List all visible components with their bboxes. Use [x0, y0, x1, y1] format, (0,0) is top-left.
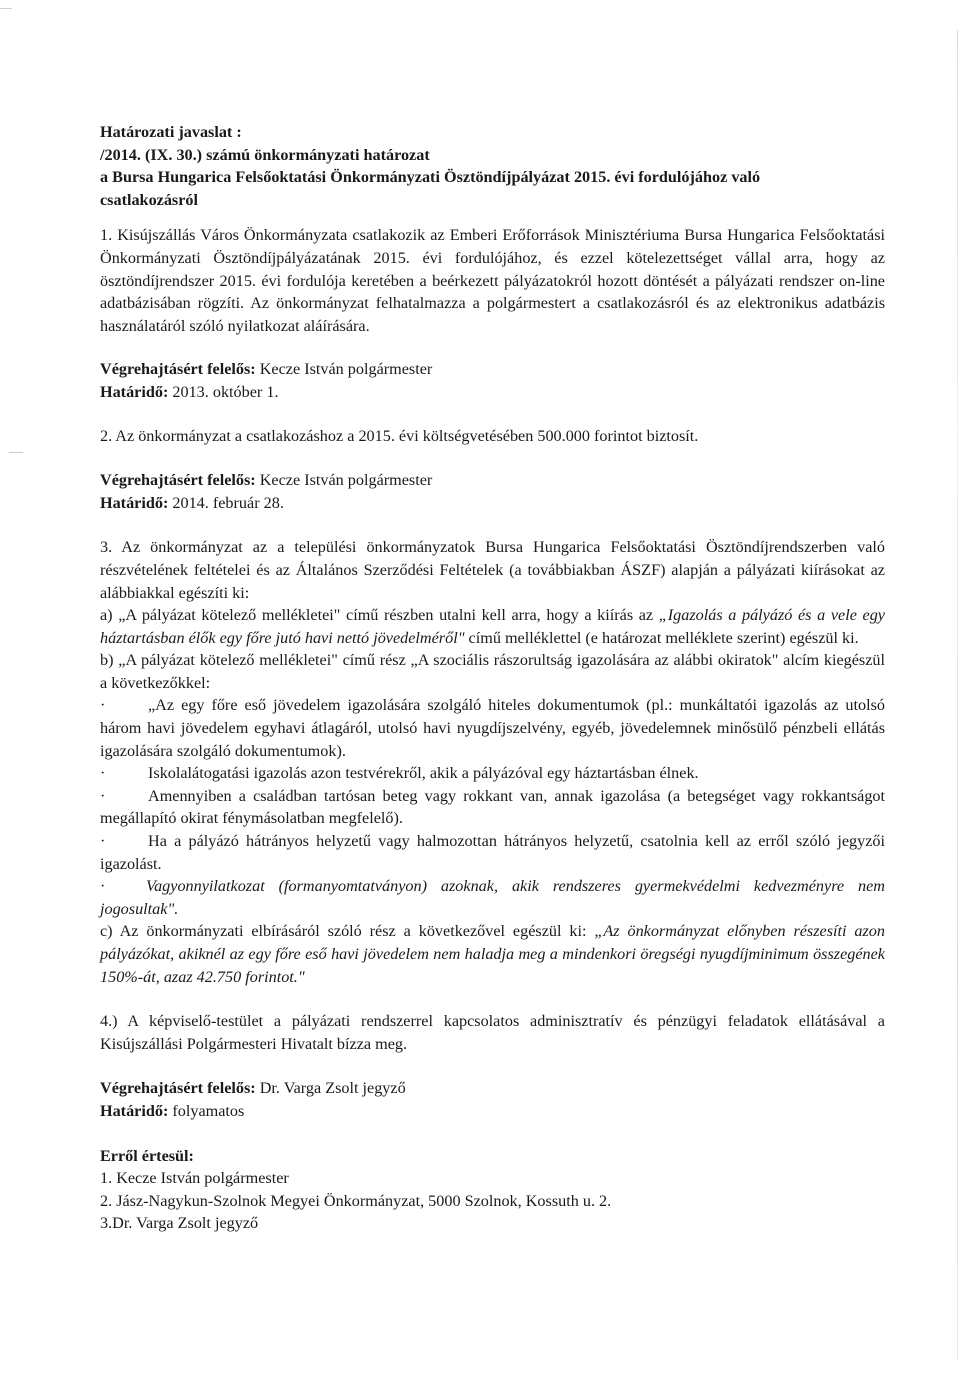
scan-edge-line: [957, 30, 958, 1360]
bullet-item: [100, 785, 885, 830]
point-c-text: c) Az önkormányzati elbírásáról szóló rész a következővel egészül ki:: [100, 922, 595, 941]
notify-item: 2. Jász-Nagykun-Szolnok Megyei Önkormányzat, 5000 Szolnok, Kossuth u. 2.: [100, 1191, 612, 1210]
scan-edge-mark: [0, 8, 12, 9]
bullet-dot-icon: ·: [100, 877, 106, 896]
scan-margin-mark: [9, 452, 23, 453]
bullet-dot-icon: ·: [100, 764, 106, 783]
notify-title: Erről értesül:: [100, 1146, 194, 1165]
section-3-point-c: [100, 920, 885, 988]
bullet-dot-icon: ·: [100, 696, 106, 715]
deadline-label: Határidő:: [100, 493, 169, 512]
bullet-text: Amennyiben a családban tartósan beteg vagy rokkant van, annak igazolása (a betegséget vagy rokkantságot megállapító okirat fénymásolatban megfelelő).: [100, 786, 885, 828]
responsible-label: Végrehajtásért felelős:: [100, 360, 256, 379]
bullet-item: [100, 694, 885, 762]
notify-item: 1. Kecze István polgármester: [100, 1169, 289, 1188]
point-c-italic: „Az önkormányzat előnyben részesíti azon pályázókat, akiknél az egy főre eső havi jövedelem nem haladja meg a mindenkori öregségi nyugdíjminimum összegének 150%-át, azaz 42.750 forintot.": [100, 922, 885, 986]
section-4-deadline: [100, 1100, 885, 1123]
responsible-value: Kecze István polgármester: [255, 360, 433, 379]
responsible-label: Végrehajtásért felelős:: [100, 471, 256, 490]
bullet-text: Ha a pályázó hátrányos helyzetű vagy halmozottan hátrányos helyzetű, csatolnia kell az erről szóló jegyzői igazolást.: [100, 832, 885, 873]
bullet-text: Iskolalátogatási igazolás azon testvérekről, akik a pályázóval egy háztartásban élnek.: [148, 764, 699, 783]
document-page: [100, 121, 885, 1235]
section-4-responsible: [100, 1077, 885, 1100]
header-line: a Bursa Hungarica Felsőoktatási Önkormányzati Ösztöndíjpályázat 2015. évi fordulójához való: [100, 168, 761, 187]
section-2-responsible: [100, 469, 885, 492]
section-4-text: 4.) A képviselő-testület a pályázati rendszerrel kapcsolatos adminisztratív és pénzügyi feladatok ellátásával a Kisújszállási Polgármesteri Hivatalt bízza meg.: [100, 1012, 885, 1053]
bullet-dot-icon: ·: [100, 786, 106, 805]
deadline-value: 2013. október 1.: [168, 382, 279, 401]
section-1-deadline: [100, 381, 885, 404]
section-3-point-b: b) „A pályázat kötelező mellékletei" című rész „A szociális rászorultság igazolására az alábbi okiratok" alcím kiegészül a következőkkel:: [100, 651, 885, 692]
header-line: /2014. (IX. 30.) számú önkormányzati határozat: [100, 145, 430, 164]
bullet-dot-icon: ·: [100, 832, 106, 851]
section-1-text: 1. Kisújszállás Város Önkormányzata csatlakozik az Emberi Erőforrások Minisztériuma Bursa Hungarica Felsőoktatási Önkormányzati Ösztöndíjpályázatának 2015. évi fordulójához, és ezzel kötelezettséget vállal arra, hogy az ösztöndíjrendszer 2015. évi fordulója keretében a beérkezett pályázatokról hozott döntését a pályázati rendszer on-line adatbázisában rögzíti. Az önkormányzat felhatalmazza a polgármestert a csatlakozásról és az elektronikus adatbázis használatáról szóló nyilatkozat aláírására.: [100, 226, 885, 335]
notify-item: 3.Dr. Varga Zsolt jegyző: [100, 1214, 259, 1233]
responsible-label: Végrehajtásért felelős:: [100, 1079, 256, 1098]
deadline-value: folyamatos: [168, 1101, 245, 1120]
responsible-value: Kecze István polgármester: [255, 471, 433, 490]
resolution-header: [100, 121, 885, 211]
responsible-value: Dr. Varga Zsolt jegyző: [255, 1079, 406, 1098]
section-2-text: 2. Az önkormányzat a csatlakozáshoz a 2015. évi költségvetésében 500.000 forintot biztosít.: [100, 426, 699, 445]
deadline-label: Határidő:: [100, 1101, 169, 1120]
bullet-item: [100, 875, 885, 920]
header-line: csatlakozásról: [100, 190, 199, 209]
header-line: Határozati javaslat :: [100, 123, 242, 141]
deadline-value: 2014. február 28.: [168, 493, 284, 512]
bullet-item: [100, 762, 885, 785]
section-1-responsible: [100, 358, 885, 381]
deadline-label: Határidő:: [100, 382, 169, 401]
section-3-point-a: [100, 604, 885, 649]
bullet-text: Vagyonnyilatkozat (formanyomtatványon) azoknak, akik rendszeres gyermekvédelmi kedvezményre nem jogosultak".: [100, 877, 885, 918]
point-a-text-end: című melléklettel (e határozat melléklete szerint) egészül ki.: [464, 628, 859, 647]
bullet-text: „Az egy főre eső jövedelem igazolására szolgáló hiteles dokumentumok (pl.: munkáltatói igazolás az utolsó három havi jövedelem egyhavi átlagáról, utolsó havi nyugdíjszelvény, egyéb, jövedelemnek minősülő pénzbeli ellátás igazolására szolgáló dokumentumok).: [100, 696, 885, 760]
section-3-intro: 3. Az önkormányzat az a települési önkormányzatok Bursa Hungarica Felsőoktatási Ösztöndíjrendszerben való részvételének feltételei és az Általános Szerződési Feltételek (a továbbiakban ÁSZF) alapján a pályázati kiírásokat az alábbiakkal egészíti ki:: [100, 538, 885, 602]
section-2-deadline: [100, 492, 885, 515]
point-a-italic: „Igazolás a pályázó és a vele egy háztartásban élők egy főre jutó havi nettó jövedelméről": [100, 606, 885, 647]
bullet-item: [100, 830, 885, 875]
point-a-text: a) „A pályázat kötelező mellékletei" című részben utalni kell arra, hogy a kiírás az: [100, 606, 659, 625]
